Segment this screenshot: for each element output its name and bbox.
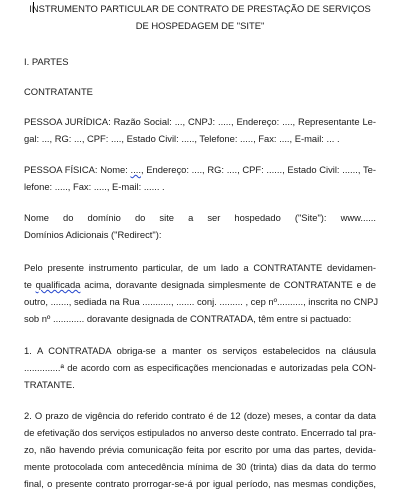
intro-line-4: sob nº ............ doravante designada de CONTRATADA, têm entre si pactuado: [24,313,352,324]
clause-1-line-1: 1. A CONTRATADA obriga-se a manter os serviços estabelecidos na cláusula [24,345,376,356]
clause-2-line-5: final, o presente contrato prorrogar-se-á por igual período, nas mesmas condições, [24,478,376,489]
intro-line-2 [24,279,376,290]
label-contratante: CONTRATANTE [24,86,93,97]
clause-1-line-2: ..............ª de acordo com as especificações mencionadas e autorizadas pela CON- [24,362,376,373]
intro-line-1: Pelo presente instrumento particular, de um lado a CONTRATANTE devidamen- [24,262,376,273]
pessoa-juridica-line-1: PESSOA JURÍDICA: Razão Social: ..., CNPJ: ....., Endereço: ...., Representante Le- [24,116,376,127]
intro-line-2-end: acima, doravante designada simplesmente de CONTRATANTE e de [80,279,376,290]
pessoa-fisica-fields: , Endereço: ...., RG: ...., CPF: ......, Estado Civil: ......, Te- [140,164,376,175]
title-line-2: DE HOSPEDAGEM DE "SITE" [135,20,265,31]
pessoa-fisica-line-1 [24,164,376,175]
domain-line-1: Nome do domínio do site a ser hospedado ("Site"): www...... [24,212,376,223]
title-line-1: INSTRUMENTO PARTICULAR DE CONTRATO DE PRESTAÇÃO DE SERVIÇOS [29,3,371,14]
clause-2-line-2: de efetivação dos serviços estipulados no anverso deste contrato. Encerrado tal pra- [24,427,376,438]
clause-2-line-4: mente protocolada com antecedência mínima de 30 (trinta) dias da data do termo [24,461,376,472]
intro-line-2-start: te [24,279,36,290]
clause-2-line-3: zo, não havendo prévia comunicação feita por escrito por uma das partes, devida- [24,444,376,455]
domain-line-2: Domínios Adicionais ("Redirect"): [24,229,162,240]
intro-line-3: outro, ......., sediada na Rua ..........., ....... conj. ......... , cep nº.........., inscrita no CNPJ [24,296,379,307]
nome-blank-field: .... [130,164,141,175]
pessoa-fisica-label: PESSOA FÍSICA: Nome: [24,164,131,175]
qualificada-word: qualificada [35,279,81,290]
clause-2-line-1: 2. O prazo de vigência do referido contrato é de 12 (doze) meses, a contar da data [24,410,376,421]
pessoa-juridica-line-2: gal: ..., RG: ..., CPF: ...., Estado Civil: ....., Telefone: ....., Fax: ...., E-mail: ... . [24,133,340,144]
section-heading-partes: I. PARTES [24,56,69,67]
pessoa-fisica-line-2: lefone: ....., Fax: ....., E-mail: ...... . [24,181,165,192]
clause-1-line-3: TRATANTE. [24,379,75,390]
